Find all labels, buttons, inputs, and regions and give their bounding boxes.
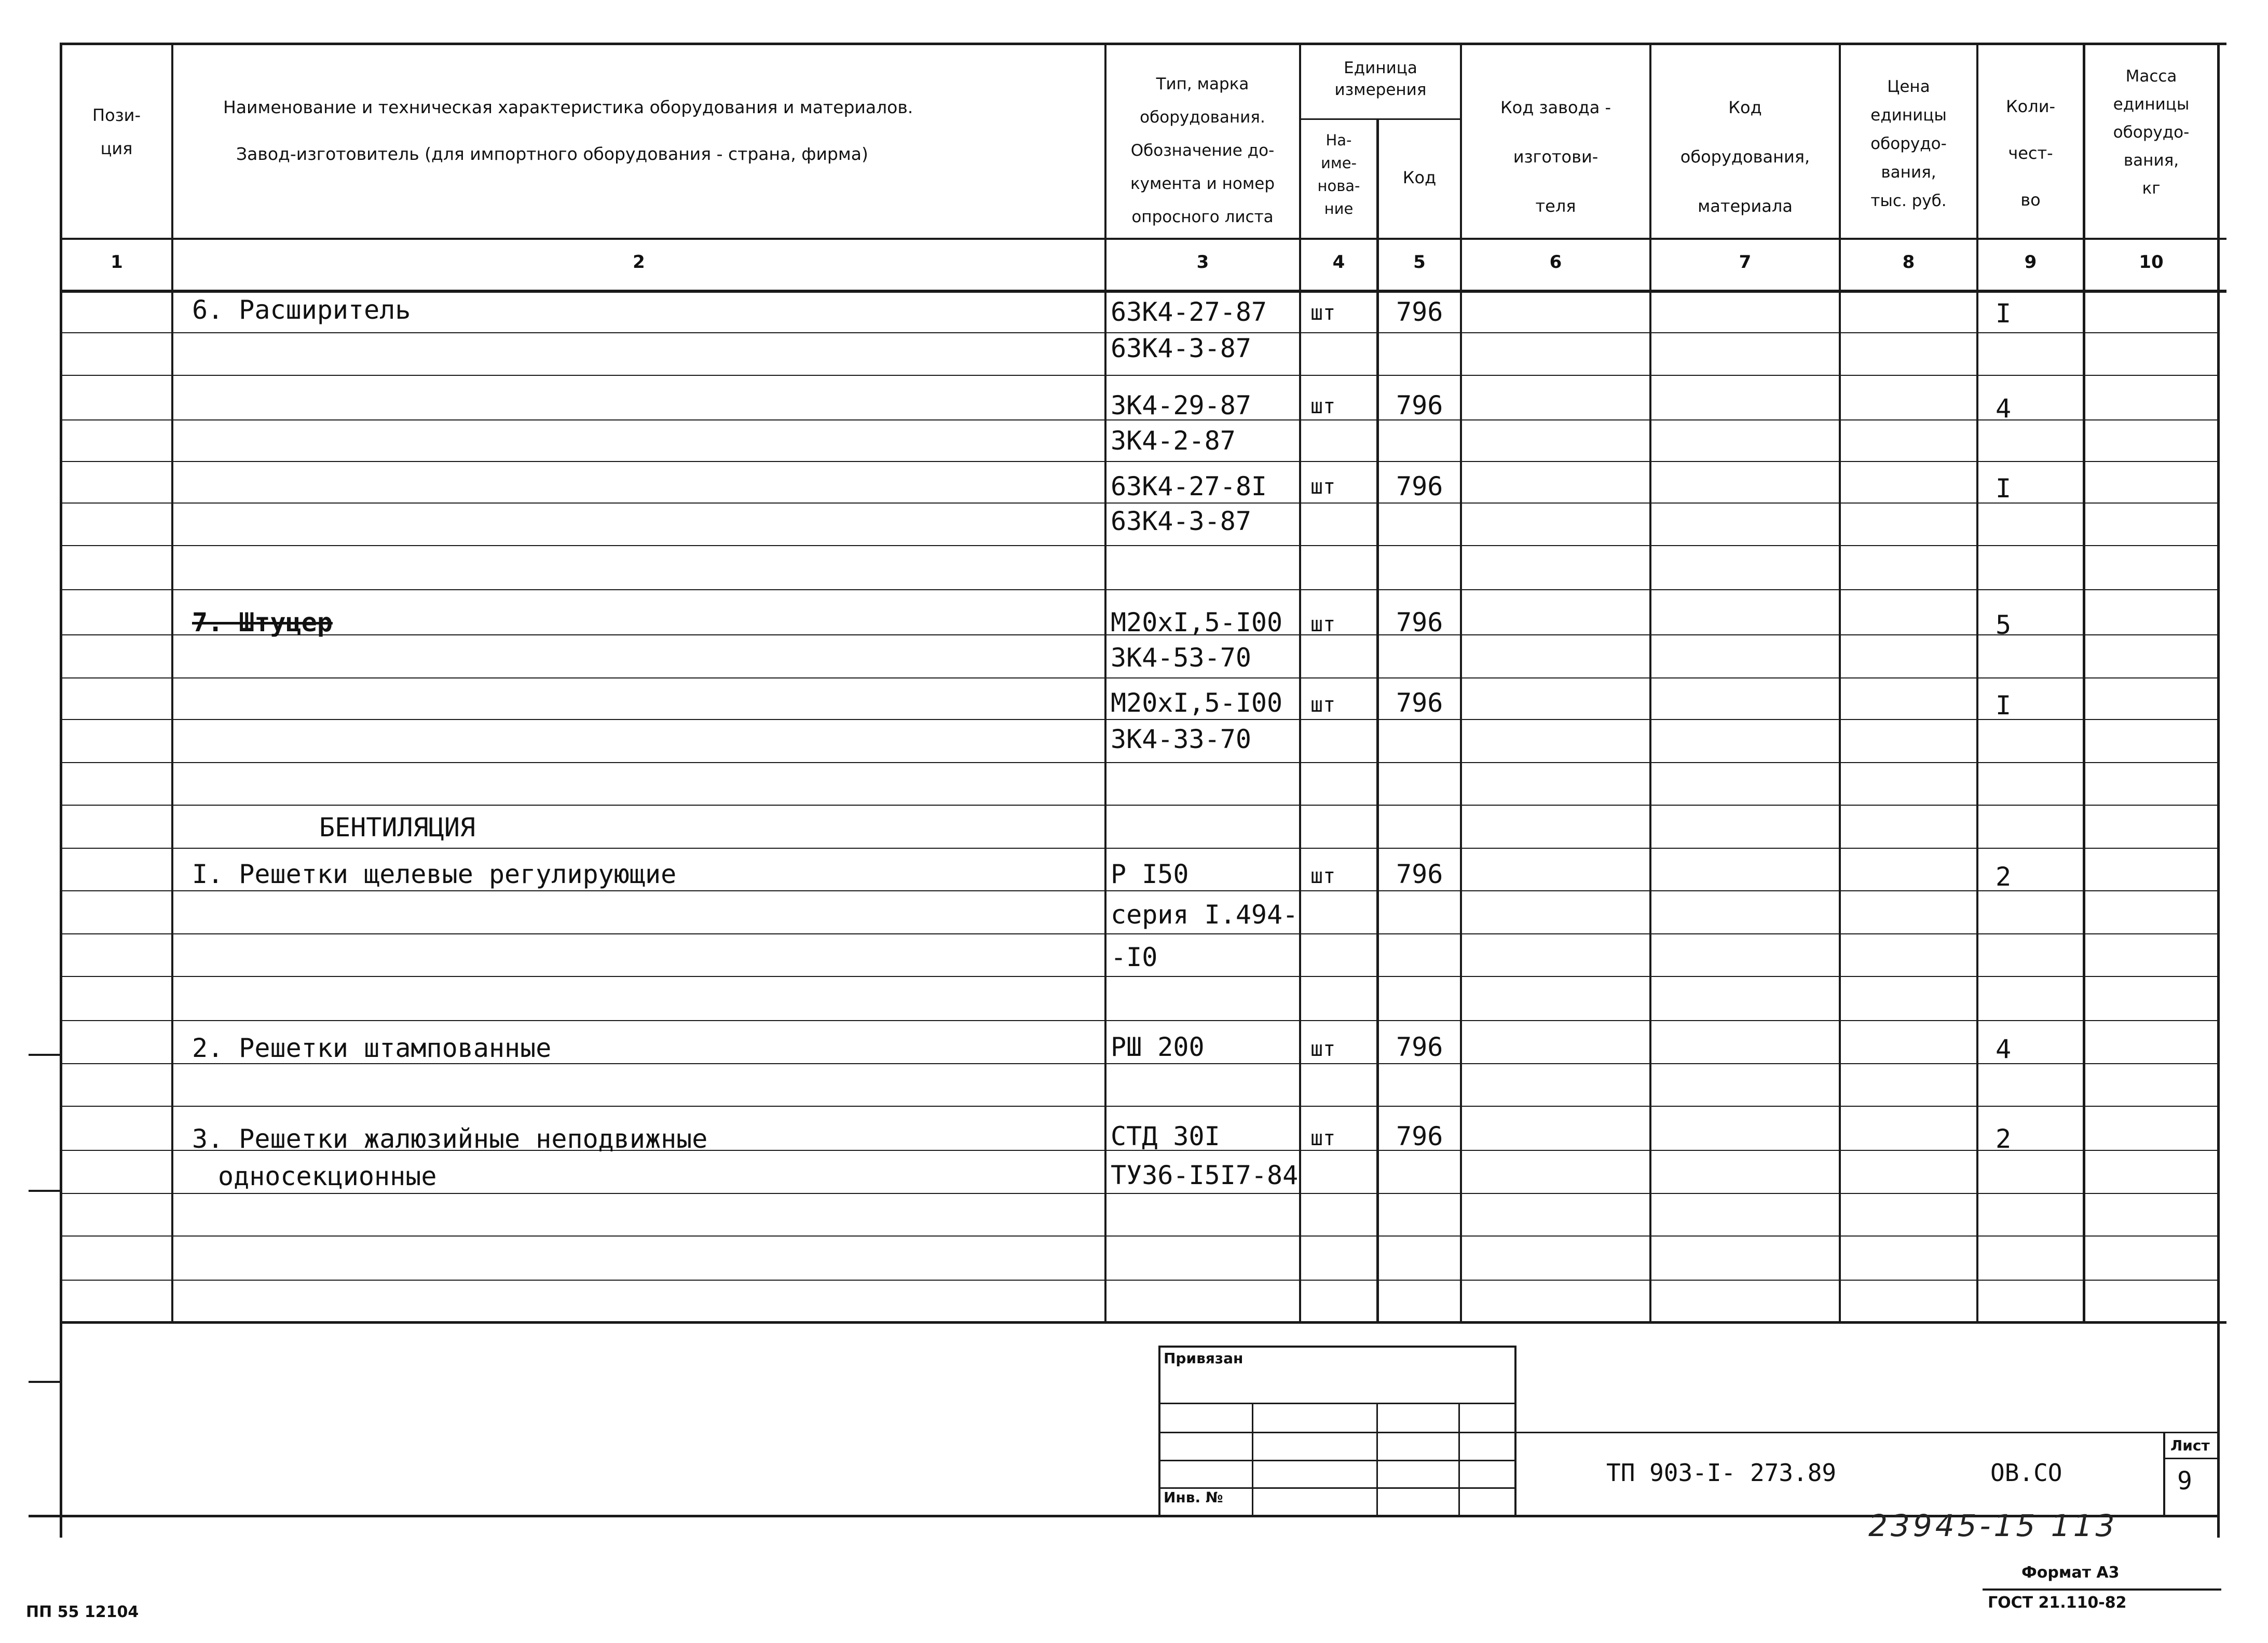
item-type: РШ 200 [1111,1032,1205,1062]
sheet-number: 9 [2177,1467,2192,1496]
item-quantity: 5 [1996,610,2012,640]
item-name: 2. Решетки штампованные [192,1033,552,1063]
item-name: 7. Штуцер [192,607,333,637]
item-type: 3К4-33-70 [1111,724,1251,754]
item-unit: шт [1310,1126,1336,1150]
header-name-line1: Наименование и техническая характеристика оборудования и материалов. [223,97,913,117]
col-number: 6 [1549,252,1562,273]
item-type: 63К4-3-87 [1111,506,1251,536]
item-type: М20хI,5-I00 [1111,688,1283,718]
item-unit: шт [1310,395,1336,418]
header-position: Пози- ция [92,105,141,158]
item-quantity: 2 [1996,1124,2012,1154]
item-type: 63К4-27-87 [1111,297,1267,327]
item-name: односекционные [218,1161,437,1191]
item-type: М20хI,5-I00 [1111,607,1283,637]
item-unit: шт [1310,301,1336,325]
item-type: 63К4-3-87 [1111,333,1251,363]
col-number: 5 [1413,252,1426,273]
item-name: I. Решетки щелевые регулирующие [192,859,677,889]
col-number: 1 [111,252,123,273]
item-unit: шт [1310,613,1336,636]
header-price: Цена единицы оборудо- вания, тыс. руб. [1870,77,1947,210]
item-type: 3К4-29-87 [1111,390,1251,420]
item-unit-code: 796 [1396,297,1443,327]
gost-label: ГОСТ 21.110-82 [1988,1594,2127,1612]
item-unit: шт [1310,864,1336,888]
item-type: 3К4-53-70 [1111,643,1251,673]
item-quantity: I [1996,298,2012,329]
item-type: 63К4-27-8I [1111,471,1267,501]
header-quantity: Коли- чест- во [2005,97,2056,210]
item-type: серия I.494- [1111,900,1299,930]
item-unit-code: 796 [1396,390,1443,420]
item-type: 3К4-2-87 [1111,426,1236,456]
header-type: Тип, марка оборудования. Обозначение до- кумента и номер опросного листа [1130,75,1275,226]
item-name: 6. Расширитель [192,295,411,325]
col-number: 10 [2139,252,2164,273]
sheet-label: Лист [2170,1437,2210,1454]
item-unit: шт [1310,693,1336,717]
privyazan-label: Привязан [1164,1350,1244,1367]
item-type: -I0 [1111,942,1158,972]
corner-code: ПП 55 12104 [26,1603,139,1621]
header-unit-code: Код [1402,168,1437,187]
col-number: 7 [1739,252,1752,273]
header-equipment-code: Код оборудования, материала [1680,98,1810,216]
item-quantity: I [1996,690,2012,721]
section-title: БЕНТИЛЯЦИЯ [319,812,476,843]
item-type: Р I50 [1111,859,1189,889]
item-quantity: 2 [1996,862,2012,892]
format-label: Формат А3 [2021,1564,2120,1582]
item-quantity: 4 [1996,1034,2012,1064]
inventory-number-label: Инв. № [1164,1489,1223,1506]
col-number: 8 [1902,252,1915,273]
item-quantity: I [1996,473,2012,504]
item-unit-code: 796 [1396,859,1443,889]
item-type: ТУ36-I5I7-84 [1111,1160,1299,1190]
item-unit: шт [1310,475,1336,499]
header-mass: Масса единицы оборудо- вания, кг [2113,67,2190,198]
item-unit-code: 796 [1396,471,1443,501]
item-type: СТД 30I [1111,1121,1220,1151]
document-code: ТП 903-I- 273.89 [1606,1459,1837,1487]
item-unit-code: 796 [1396,1032,1443,1062]
handwritten-number: 23945-15 113 [1868,1508,2118,1543]
document-mark: ОВ.СО [1990,1459,2062,1487]
col-number: 4 [1332,252,1345,273]
col-number: 3 [1196,252,1209,273]
item-unit-code: 796 [1396,688,1443,718]
item-quantity: 4 [1996,393,2012,424]
col-number: 2 [633,252,645,273]
item-unit: шт [1310,1037,1336,1061]
item-unit-code: 796 [1396,1121,1443,1151]
header-name-line2: Завод-изготовитель (для импортного оборудования - страна, фирма) [236,144,868,164]
item-name: 3. Решетки жалюзийные неподвижные [192,1124,708,1154]
header-factory-code: Код завода - изготови- теля [1500,98,1611,216]
col-number: 9 [2024,252,2037,273]
header-unit-name: На- име- нова- ние [1317,131,1360,218]
header-unit: Единица измерения [1334,59,1427,99]
item-unit-code: 796 [1396,607,1443,637]
